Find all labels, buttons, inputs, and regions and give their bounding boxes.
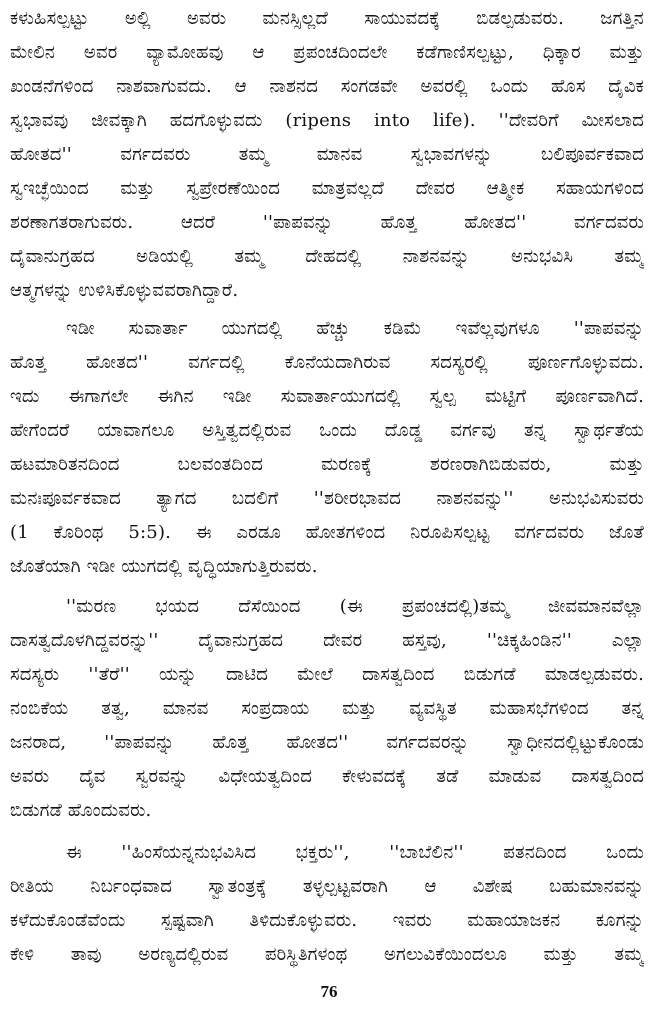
text-line: (1 ಕೊರಿಂಥ 5:5). ಈ ಎರಡೂ ಹೋತಗಳಿಂದ ನಿರೂಪಿಸಲ್ಪಟ್ಟ ವರ್ಗದವರು ಜೊತೆ [10, 522, 644, 543]
text-line: ಹೇಗೆಂದರೆ ಯಾವಾಗಲೂ ಅಸ್ತಿತ್ವದಲ್ಲಿರುವ ಒಂದು ದೊಡ್ಡ ವರ್ಗವು ತನ್ನ ಸ್ವಾರ್ಥತೆಯ [10, 420, 644, 441]
text-line: ''ಮರಣ ಭಯದ ದೆಸೆಯಿಂದ (ಈ ಪ್ರಪಂಚದಲ್ಲಿ)ತಮ್ಮ ಜೀವಮಾನವೆಲ್ಲಾ [66, 596, 644, 617]
text-line: ಇಡೀ ಸುವಾರ್ತಾ ಯುಗದಲ್ಲಿ ಹೆಚ್ಚು ಕಡಿಮೆ ಇವೆಲ್ಲವುಗಳೂ ''ಪಾಪವನ್ನು [66, 318, 644, 339]
text-line: ಹಟಮಾರಿತನದಿಂದ ಬಲವಂತದಿಂದ ಮರಣಕ್ಕೆ ಶರಣರಾಗಿಬಿಡುವರು, ಮತ್ತು [10, 454, 644, 475]
text-line: ಜನರಾದ, ''ಪಾಪವನ್ನು ಹೊತ್ತ ಹೋತದ'' ವರ್ಗದವರನ್ನು ಸ್ವಾಧೀನದಲ್ಲಿಟ್ಟುಕೊಂಡು [10, 732, 644, 753]
page-number: 76 [320, 982, 338, 1001]
text-line: ನಂಬಿಕೆಯ ತತ್ವ, ಮಾನವ ಸಂಪ್ರದಾಯ ಮತ್ತು ವ್ಯವಸ್ಥಿತ ಮಹಾಸಭೆಗಳಿಂದ ತನ್ನ [10, 698, 644, 719]
text-line: ಮನಃಪೂರ್ವಕವಾದ ತ್ಯಾಗದ ಬದಲಿಗೆ ''ಶರೀರಭಾವದ ನಾಶನವನ್ನು'' ಅನುಭವಿಸುವರು [10, 488, 644, 509]
paragraph-2 [10, 312, 644, 584]
text-line: ಸದಸ್ಯರು ''ತೆರೆ'' ಯನ್ನು ದಾಟಿದ ಮೇಲೆ ದಾಸತ್ವದಿಂದ ಬಿಡುಗಡೆ ಮಾಡಲ್ಪಡುವರು. [10, 664, 644, 685]
text-line: ಕಳುಹಿಸಲ್ಪಟ್ಟು ಅಲ್ಲಿ ಅವರು ಮನಸ್ಸಿಲ್ಲದೆ ಸಾಯುವದಕ್ಕೆ ಬಿಡಲ್ಪಡುವರು. ಜಗತ್ತಿನ [10, 8, 644, 29]
text-line: ಆತ್ಮಗಳನ್ನು ಉಳಿಸಿಕೊಳ್ಳುವವರಾಗಿದ್ದಾರೆ. [10, 280, 239, 301]
text-line: ಹೊತ್ತ ಹೋತದ'' ವರ್ಗದಲ್ಲಿ ಕೊನೆಯದಾಗಿರುವ ಸದಸ್ಯರಲ್ಲಿ ಪೂರ್ಣಗೊಳ್ಳುವದು. [10, 352, 644, 373]
paragraph-1 [10, 2, 644, 308]
text-line: ಬಿಡುಗಡೆ ಹೊಂದುವರು. [10, 800, 152, 821]
text-line: ಸ್ವಇಚ್ಛೆಯಿಂದ ಮತ್ತು ಸ್ವಪ್ರೇರಣೆಯಿಂದ ಮಾತ್ರವಲ್ಲದೆ ದೇವರ ಆತ್ಮೀಕ ಸಹಾಯಗಳಿಂದ [10, 178, 644, 199]
text-line: ದಾಸತ್ವದೊಳಗಿದ್ದವರನ್ನು'' ದೈವಾನುಗ್ರಹದ ದೇವರ ಹಸ್ತವು, ''ಚಿಕ್ಕಹಿಂಡಿನ'' ಎಲ್ಲಾ [10, 630, 644, 651]
paragraph-3 [10, 590, 644, 828]
text-line: ಈ ''ಹಿಂಸೆಯನ್ನನುಭವಿಸಿದ ಭಕ್ತರು'', ''ಬಾಬೆಲಿನ'' ಪತನದಿಂದ ಒಂದು [66, 842, 644, 863]
text-line: ಅವರು ದೈವ ಸ್ವರವನ್ನು ವಿಧೇಯತ್ವದಿಂದ ಕೇಳುವದಕ್ಕೆ ತಡೆ ಮಾಡುವ ದಾಸತ್ವದಿಂದ [10, 766, 644, 787]
text-line: ಕಳೆದುಕೊಂಡೆವೆಂದು ಸ್ಪಷ್ಟವಾಗಿ ತಿಳಿದುಕೊಳ್ಳುವರು. ಇವರು ಮಹಾಯಾಜಕನ ಕೂಗನ್ನು [10, 910, 644, 931]
text-line: ಇದು ಈಗಾಗಲೇ ಈಗಿನ ಇಡೀ ಸುವಾರ್ತಾಯುಗದಲ್ಲಿ ಸ್ವಲ್ಪ ಮಟ್ಟಿಗೆ ಪೂರ್ಣವಾಗಿದೆ. [10, 386, 644, 407]
paragraph-4 [10, 836, 644, 972]
text-line: ಸ್ವಭಾವವು ಜೀವಕ್ಕಾಗಿ ಹದಗೊಳ್ಳುವದು (ripens into life). ''ದೇವರಿಗೆ ಮೀಸಲಾದ [10, 110, 644, 131]
text-line: ಜೊತೆಯಾಗಿ ಇಡೀ ಯುಗದಲ್ಲಿ ವೃದ್ಧಿಯಾಗುತ್ತಿರುವರು. [10, 556, 318, 577]
text-line: ಕೇಳಿ ತಾವು ಅರಣ್ಯದಲ್ಲಿರುವ ಪರಿಸ್ಥಿತಿಗಳಂಥ ಅಗಲುವಿಕೆಯಿಂದಲೂ ಮತ್ತು ತಮ್ಮ [10, 944, 644, 965]
text-line: ಖಂಡನೆಗಳಿಂದ ನಾಶವಾಗುವದು. ಆ ನಾಶನದ ಸಂಗಡವೇ ಅವರಲ್ಲಿ ಒಂದು ಹೊಸ ದೈವಿಕ [10, 76, 644, 97]
text-line: ರೀತಿಯ ನಿರ್ಬಂಧವಾದ ಸ್ವಾತಂತ್ರಕ್ಕೆ ತಳ್ಳಲ್ಪಟ್ಟವರಾಗಿ ಆ ವಿಶೇಷ ಬಹುಮಾನವನ್ನು [10, 876, 644, 897]
text-line: ದೈವಾನುಗ್ರಹದ ಅಡಿಯಲ್ಲಿ ತಮ್ಮ ದೇಹದಲ್ಲಿ ನಾಶನವನ್ನು ಅನುಭವಿಸಿ ತಮ್ಮ [10, 246, 644, 267]
text-line: ಶರಣಾಗತರಾಗುವರು. ಆದರೆ ''ಪಾಪವನ್ನು ಹೊತ್ತ ಹೋತದ'' ವರ್ಗದವರು [10, 212, 644, 233]
text-line: ಹೋತದ'' ವರ್ಗದವರು ತಮ್ಮ ಮಾನವ ಸ್ವಭಾವಗಳನ್ನು ಬಲಿಪೂರ್ವಕವಾದ [10, 144, 644, 165]
text-line: ಮೇಲಿನ ಅವರ ವ್ಯಾಮೋಹವು ಆ ಪ್ರಪಂಚದಿಂದಲೇ ಕಡೆಗಾಣಿಸಲ್ಪಟ್ಟು, ಧಿಕ್ಕಾರ ಮತ್ತು [10, 42, 644, 63]
